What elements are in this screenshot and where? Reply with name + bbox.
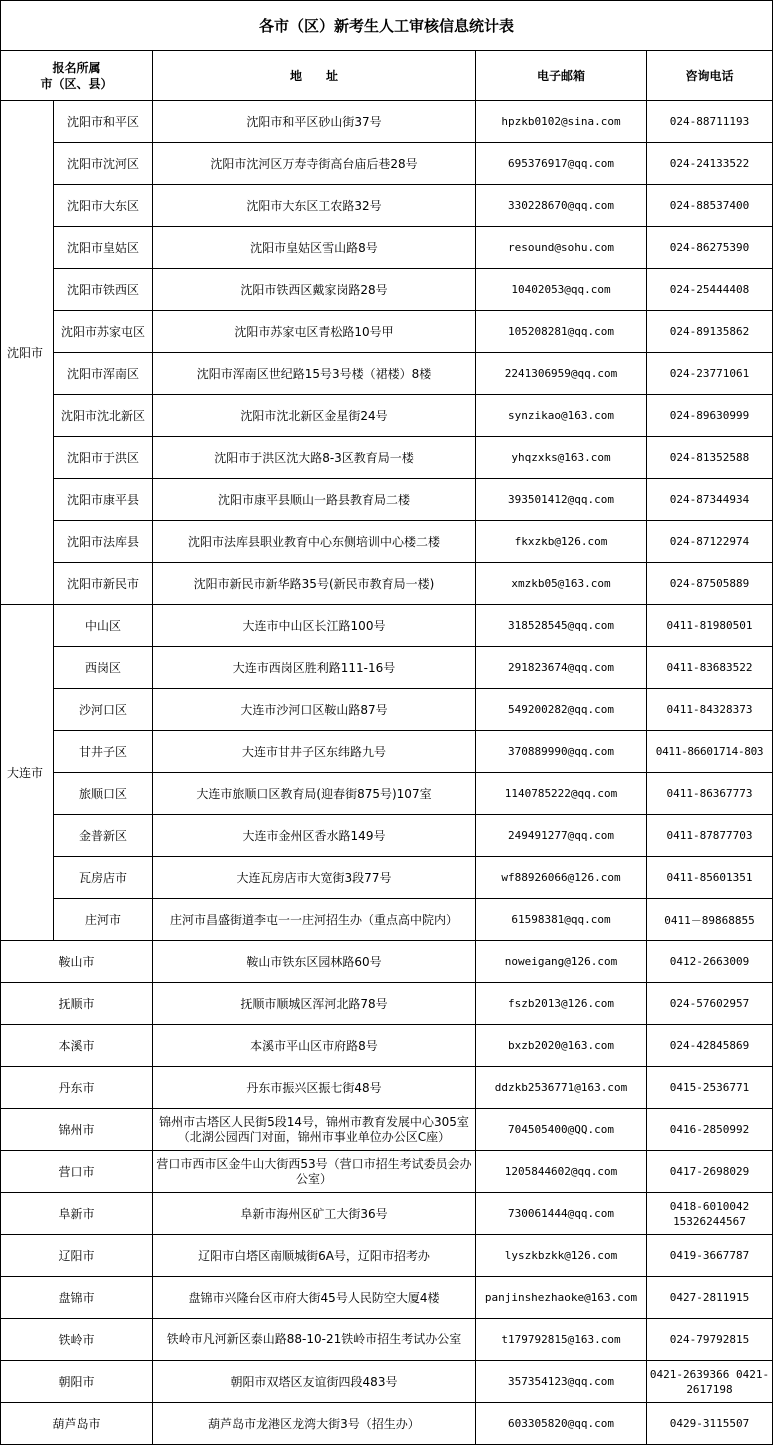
table-row: [1, 1109, 773, 1151]
district-cell: 沈阳市于洪区: [54, 437, 153, 479]
email-cell: bxzb2020@163.com: [476, 1025, 647, 1067]
address-cell: 大连市旅顺口区教育局(迎春街875号)107室: [153, 773, 476, 815]
address-cell: 沈阳市沈河区万寿寺街高台庙后巷28号: [153, 143, 476, 185]
table-row: [1, 983, 773, 1025]
phone-cell: 024-42845869: [647, 1025, 773, 1067]
table-row: [1, 1235, 773, 1277]
city-cell: 本溪市: [1, 1025, 153, 1067]
table-row: [1, 941, 773, 983]
email-cell: 105208281@qq.com: [476, 311, 647, 353]
phone-cell: 0412-2663009: [647, 941, 773, 983]
phone-cell: 024-89135862: [647, 311, 773, 353]
table-row: [1, 1151, 773, 1193]
phone-cell: 024-79792815: [647, 1319, 773, 1361]
email-cell: panjinshezhaoke@163.com: [476, 1277, 647, 1319]
city-cell: 抚顺市: [1, 983, 153, 1025]
address-cell: 沈阳市于洪区沈大路8-3区教育局一楼: [153, 437, 476, 479]
district-cell: 沈阳市和平区: [54, 101, 153, 143]
district-cell: 沈阳市康平县: [54, 479, 153, 521]
phone-cell: 0418-6010042 15326244567: [647, 1193, 773, 1235]
phone-cell: 024-87122974: [647, 521, 773, 563]
city-cell: 锦州市: [1, 1109, 153, 1151]
address-cell: 营口市西市区金牛山大街西53号（营口市招生考试委员会办公室）: [153, 1151, 476, 1193]
district-cell: 甘井子区: [54, 731, 153, 773]
address-cell: 大连市西岗区胜利路111-16号: [153, 647, 476, 689]
address-cell: 锦州市古塔区人民街5段14号，锦州市教育发展中心305室（北湖公园西门对面，锦州市事业单位办公区C座）: [153, 1109, 476, 1151]
district-cell: 庄河市: [54, 899, 153, 941]
email-cell: 695376917@qq.com: [476, 143, 647, 185]
table-row: [1, 689, 773, 731]
district-cell: 沈阳市法库县: [54, 521, 153, 563]
address-cell: 沈阳市康平县顺山一路县教育局二楼: [153, 479, 476, 521]
address-cell: 沈阳市新民市新华路35号(新民市教育局一楼): [153, 563, 476, 605]
address-header: 地 址: [153, 51, 476, 101]
address-cell: 本溪市平山区市府路8号: [153, 1025, 476, 1067]
phone-cell: 0427-2811915: [647, 1277, 773, 1319]
email-cell: resound@sohu.com: [476, 227, 647, 269]
address-cell: 沈阳市浑南区世纪路15号3号楼（裙楼）8楼: [153, 353, 476, 395]
address-cell: 大连市金州区香水路149号: [153, 815, 476, 857]
phone-cell: 0415-2536771: [647, 1067, 773, 1109]
phone-cell: 024-24133522: [647, 143, 773, 185]
table-row: [1, 1403, 773, 1445]
region-header-line2: 市（区、县）: [40, 76, 113, 91]
table-row: [1, 731, 773, 773]
table-row: [1, 899, 773, 941]
address-cell: 沈阳市沈北新区金星街24号: [153, 395, 476, 437]
city-cell: 丹东市: [1, 1067, 153, 1109]
email-cell: 249491277@qq.com: [476, 815, 647, 857]
email-cell: 704505400@QQ.com: [476, 1109, 647, 1151]
table-row: [1, 395, 773, 437]
city-cell: 盘锦市: [1, 1277, 153, 1319]
email-cell: 318528545@qq.com: [476, 605, 647, 647]
table-row: [1, 269, 773, 311]
city-cell: 营口市: [1, 1151, 153, 1193]
table-row: [1, 605, 773, 647]
city-cell: 阜新市: [1, 1193, 153, 1235]
table-row: [1, 1067, 773, 1109]
district-cell: 中山区: [54, 605, 153, 647]
phone-header: 咨询电话: [647, 51, 773, 101]
district-cell: 沙河口区: [54, 689, 153, 731]
email-cell: fkxzkb@126.com: [476, 521, 647, 563]
email-cell: ddzkb2536771@163.com: [476, 1067, 647, 1109]
email-cell: 370889990@qq.com: [476, 731, 647, 773]
email-cell: 603305820@qq.com: [476, 1403, 647, 1445]
district-cell: 沈阳市浑南区: [54, 353, 153, 395]
phone-cell: 024-88537400: [647, 185, 773, 227]
email-cell: synzikao@163.com: [476, 395, 647, 437]
email-cell: 393501412@qq.com: [476, 479, 647, 521]
email-cell: 61598381@qq.com: [476, 899, 647, 941]
table-row: [1, 815, 773, 857]
address-cell: 朝阳市双塔区友谊街四段483号: [153, 1361, 476, 1403]
table-row: [1, 1361, 773, 1403]
phone-cell: 0411-81980501: [647, 605, 773, 647]
phone-cell: 0411-85601351: [647, 857, 773, 899]
phone-cell: 024-86275390: [647, 227, 773, 269]
table-row: [1, 1277, 773, 1319]
region-header: [1, 51, 153, 101]
table-row: [1, 227, 773, 269]
address-cell: 丹东市振兴区振七街48号: [153, 1067, 476, 1109]
table-row: [1, 185, 773, 227]
page-title: 各市（区）新考生人工审核信息统计表: [1, 1, 773, 51]
district-cell: 沈阳市沈河区: [54, 143, 153, 185]
table-row: [1, 563, 773, 605]
address-cell: 葫芦岛市龙港区龙湾大街3号（招生办）: [153, 1403, 476, 1445]
phone-cell: 024-57602957: [647, 983, 773, 1025]
email-cell: 291823674@qq.com: [476, 647, 647, 689]
phone-cell: 0411-84328373: [647, 689, 773, 731]
district-cell: 沈阳市铁西区: [54, 269, 153, 311]
district-cell: 沈阳市苏家屯区: [54, 311, 153, 353]
address-cell: 大连市沙河口区鞍山路87号: [153, 689, 476, 731]
phone-cell: 024-89630999: [647, 395, 773, 437]
phone-cell: 0419-3667787: [647, 1235, 773, 1277]
phone-cell: 0411－89868855: [647, 899, 773, 941]
phone-cell: 0411-86367773: [647, 773, 773, 815]
table-row: [1, 437, 773, 479]
phone-cell: 024-87505889: [647, 563, 773, 605]
city-cell: 大连市: [1, 605, 54, 941]
table-row: [1, 143, 773, 185]
email-cell: xmzkb05@163.com: [476, 563, 647, 605]
city-cell: 鞍山市: [1, 941, 153, 983]
region-header-line1: 报名所属: [52, 60, 101, 75]
table-row: [1, 1193, 773, 1235]
email-header: 电子邮箱: [476, 51, 647, 101]
table-row: [1, 773, 773, 815]
header-row: [1, 51, 773, 101]
address-cell: 盘锦市兴隆台区市府大街45号人民防空大厦4楼: [153, 1277, 476, 1319]
email-cell: 2241306959@qq.com: [476, 353, 647, 395]
table-row: [1, 101, 773, 143]
address-cell: 沈阳市大东区工农路32号: [153, 185, 476, 227]
email-cell: 730061444@qq.com: [476, 1193, 647, 1235]
city-cell: 沈阳市: [1, 101, 54, 605]
district-cell: 金普新区: [54, 815, 153, 857]
city-cell: 葫芦岛市: [1, 1403, 153, 1445]
email-cell: noweigang@126.com: [476, 941, 647, 983]
email-cell: 1205844602@qq.com: [476, 1151, 647, 1193]
address-cell: 沈阳市皇姑区雪山路8号: [153, 227, 476, 269]
email-cell: 549200282@qq.com: [476, 689, 647, 731]
table-row: [1, 1319, 773, 1361]
table-row: [1, 521, 773, 563]
phone-cell: 0421-2639366 0421-2617198: [647, 1361, 773, 1403]
address-cell: 大连市甘井子区东纬路九号: [153, 731, 476, 773]
phone-cell: 0416-2850992: [647, 1109, 773, 1151]
district-cell: 沈阳市新民市: [54, 563, 153, 605]
address-cell: 大连瓦房店市大宽街3段77号: [153, 857, 476, 899]
district-cell: 旅顺口区: [54, 773, 153, 815]
email-cell: 357354123@qq.com: [476, 1361, 647, 1403]
address-cell: 抚顺市顺城区浑河北路78号: [153, 983, 476, 1025]
address-cell: 庄河市昌盛街道李屯一一庄河招生办（重点高中院内）: [153, 899, 476, 941]
city-cell: 朝阳市: [1, 1361, 153, 1403]
district-cell: 瓦房店市: [54, 857, 153, 899]
phone-cell: 0429-3115507: [647, 1403, 773, 1445]
city-cell: 辽阳市: [1, 1235, 153, 1277]
address-cell: 辽阳市白塔区南顺城街6A号，辽阳市招考办: [153, 1235, 476, 1277]
phone-cell: 024-25444408: [647, 269, 773, 311]
city-cell: 铁岭市: [1, 1319, 153, 1361]
phone-cell: 0411-87877703: [647, 815, 773, 857]
district-cell: 西岗区: [54, 647, 153, 689]
email-cell: hpzkb0102@sina.com: [476, 101, 647, 143]
district-cell: 沈阳市沈北新区: [54, 395, 153, 437]
address-cell: 阜新市海州区矿工大街36号: [153, 1193, 476, 1235]
email-cell: yhqzxks@163.com: [476, 437, 647, 479]
email-cell: wf88926066@126.com: [476, 857, 647, 899]
address-cell: 沈阳市法库县职业教育中心东侧培训中心楼二楼: [153, 521, 476, 563]
email-cell: 10402053@qq.com: [476, 269, 647, 311]
table-row: [1, 857, 773, 899]
address-cell: 沈阳市铁西区戴家岗路28号: [153, 269, 476, 311]
district-cell: 沈阳市大东区: [54, 185, 153, 227]
phone-cell: 024-23771061: [647, 353, 773, 395]
email-cell: 330228670@qq.com: [476, 185, 647, 227]
table-row: [1, 1025, 773, 1067]
address-cell: 铁岭市凡河新区泰山路88-10-21铁岭市招生考试办公室: [153, 1319, 476, 1361]
address-cell: 沈阳市苏家屯区青松路10号甲: [153, 311, 476, 353]
email-cell: t179792815@163.com: [476, 1319, 647, 1361]
phone-cell: 0411-86601714-803: [647, 731, 773, 773]
table-row: [1, 647, 773, 689]
email-cell: fszb2013@126.com: [476, 983, 647, 1025]
phone-cell: 024-87344934: [647, 479, 773, 521]
address-cell: 大连市中山区长江路100号: [153, 605, 476, 647]
table-row: [1, 353, 773, 395]
phone-cell: 024-88711193: [647, 101, 773, 143]
table-row: [1, 311, 773, 353]
email-cell: 1140785222@qq.com: [476, 773, 647, 815]
phone-cell: 024-81352588: [647, 437, 773, 479]
title-row: [1, 1, 773, 51]
district-cell: 沈阳市皇姑区: [54, 227, 153, 269]
email-cell: lyszkbzkk@126.com: [476, 1235, 647, 1277]
phone-cell: 0417-2698029: [647, 1151, 773, 1193]
address-cell: 沈阳市和平区砂山街37号: [153, 101, 476, 143]
address-cell: 鞍山市铁东区园林路60号: [153, 941, 476, 983]
table-row: [1, 479, 773, 521]
phone-cell: 0411-83683522: [647, 647, 773, 689]
